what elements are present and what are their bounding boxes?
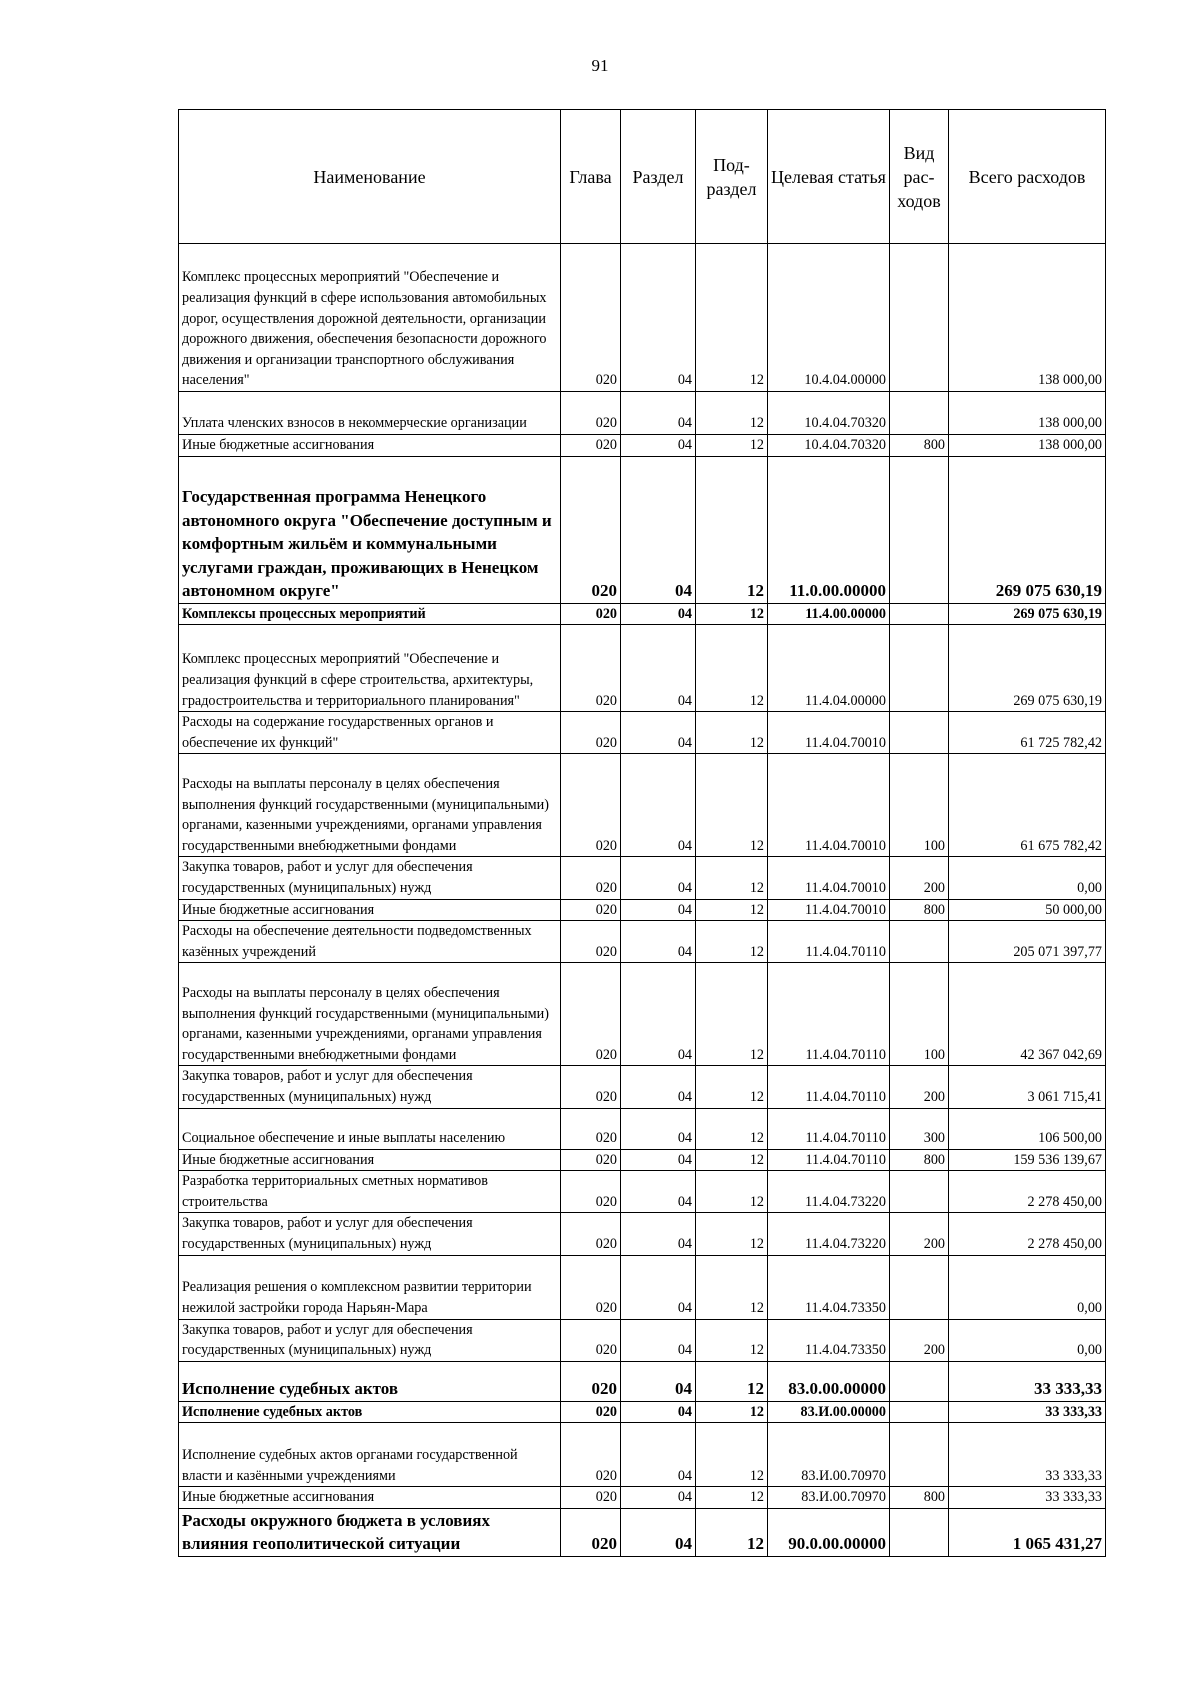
header-total: Всего расходов <box>949 110 1106 244</box>
cell-razdel: 04 <box>621 857 696 899</box>
cell-glava: 020 <box>561 1487 621 1509</box>
header-celevaya: Целевая статья <box>768 110 890 244</box>
cell-name: Иные бюджетные ассигнования <box>179 1487 561 1509</box>
table-row <box>179 1401 1106 1423</box>
cell-glava: 020 <box>561 1401 621 1423</box>
page-number: 91 <box>591 56 609 75</box>
table-row <box>179 712 1106 754</box>
cell-glava: 020 <box>561 1213 621 1255</box>
cell-vid: 100 <box>890 963 949 1066</box>
cell-glava: 020 <box>561 435 621 457</box>
cell-glava: 020 <box>561 857 621 899</box>
cell-total: 3 061 715,41 <box>949 1066 1106 1108</box>
cell-name: Социальное обеспечение и иные выплаты населению <box>179 1108 561 1149</box>
cell-name: Закупка товаров, работ и услуг для обеспечения государственных (муниципальных) нужд <box>179 1213 561 1255</box>
cell-name: Государственная программа Ненецкого автономного округа "Обеспечение доступным и комфортным жильём и коммунальными услугами граждан, проживающих в Ненецком автономном округе" <box>179 456 561 603</box>
cell-celevaya: 90.0.00.00000 <box>768 1508 890 1556</box>
cell-razdel: 04 <box>621 1149 696 1171</box>
cell-glava: 020 <box>561 1423 621 1487</box>
cell-celevaya: 11.4.04.70110 <box>768 1108 890 1149</box>
cell-name: Расходы на содержание государственных органов и обеспечение их функций" <box>179 712 561 754</box>
cell-name: Исполнение судебных актов органами государственной власти и казёнными учреждениями <box>179 1423 561 1487</box>
cell-razdel: 04 <box>621 1423 696 1487</box>
cell-celevaya: 83.0.00.00000 <box>768 1361 890 1401</box>
cell-name: Расходы на выплаты персоналу в целях обеспечения выполнения функций государственными (муниципальными) органами, казенными учреждениями, органами управления государственными внебюджетными фондами <box>179 754 561 857</box>
cell-razdel: 04 <box>621 456 696 603</box>
cell-vid <box>890 712 949 754</box>
table-row <box>179 921 1106 963</box>
cell-podrazdel: 12 <box>696 1508 768 1556</box>
cell-glava: 020 <box>561 712 621 754</box>
cell-vid: 200 <box>890 1066 949 1108</box>
cell-podrazdel: 12 <box>696 244 768 392</box>
table-row <box>179 1487 1106 1509</box>
budget-table <box>178 109 1106 1557</box>
cell-razdel: 04 <box>621 392 696 435</box>
cell-celevaya: 11.4.04.73350 <box>768 1319 890 1361</box>
cell-vid <box>890 625 949 712</box>
cell-glava: 020 <box>561 1108 621 1149</box>
cell-podrazdel: 12 <box>696 1149 768 1171</box>
cell-glava: 020 <box>561 456 621 603</box>
cell-celevaya: 11.4.04.70010 <box>768 712 890 754</box>
cell-celevaya: 11.4.04.70110 <box>768 921 890 963</box>
cell-podrazdel: 12 <box>696 1213 768 1255</box>
cell-total: 61 725 782,42 <box>949 712 1106 754</box>
cell-razdel: 04 <box>621 754 696 857</box>
cell-podrazdel: 12 <box>696 963 768 1066</box>
table-row <box>179 1149 1106 1171</box>
cell-total: 0,00 <box>949 1255 1106 1319</box>
cell-total: 1 065 431,27 <box>949 1508 1106 1556</box>
table-row <box>179 1213 1106 1255</box>
cell-celevaya: 11.0.00.00000 <box>768 456 890 603</box>
cell-celevaya: 11.4.04.70010 <box>768 857 890 899</box>
cell-razdel: 04 <box>621 603 696 625</box>
cell-total: 138 000,00 <box>949 392 1106 435</box>
cell-glava: 020 <box>561 625 621 712</box>
table-row <box>179 1508 1106 1556</box>
cell-glava: 020 <box>561 963 621 1066</box>
cell-razdel: 04 <box>621 244 696 392</box>
table-row <box>179 1255 1106 1319</box>
cell-vid: 200 <box>890 1213 949 1255</box>
cell-celevaya: 11.4.04.73350 <box>768 1255 890 1319</box>
cell-podrazdel: 12 <box>696 1423 768 1487</box>
header-razdel: Раздел <box>621 110 696 244</box>
cell-glava: 020 <box>561 603 621 625</box>
cell-podrazdel: 12 <box>696 1487 768 1509</box>
cell-name: Реализация решения о комплексном развитии территории нежилой застройки города Нарьян-Мара <box>179 1255 561 1319</box>
cell-glava: 020 <box>561 921 621 963</box>
cell-vid <box>890 1401 949 1423</box>
cell-vid <box>890 1171 949 1213</box>
table-row <box>179 754 1106 857</box>
cell-podrazdel: 12 <box>696 712 768 754</box>
cell-total: 269 075 630,19 <box>949 456 1106 603</box>
cell-razdel: 04 <box>621 1066 696 1108</box>
cell-glava: 020 <box>561 1255 621 1319</box>
cell-podrazdel: 12 <box>696 1255 768 1319</box>
cell-name: Комплекс процессных мероприятий "Обеспечение и реализация функций в сфере использования автомобильных дорог, осуществления дорожной деятельности, организации дорожного движения, обеспечения безопасности дорожного движения и организации транспортного обслуживания населения" <box>179 244 561 392</box>
cell-glava: 020 <box>561 754 621 857</box>
cell-name: Комплекс процессных мероприятий "Обеспечение и реализация функций в сфере строительства, архитектуры, градостроительства и территориального планирования" <box>179 625 561 712</box>
cell-glava: 020 <box>561 1508 621 1556</box>
cell-celevaya: 10.4.04.00000 <box>768 244 890 392</box>
cell-glava: 020 <box>561 1066 621 1108</box>
cell-podrazdel: 12 <box>696 1066 768 1108</box>
cell-razdel: 04 <box>621 921 696 963</box>
cell-vid: 800 <box>890 435 949 457</box>
table-row <box>179 392 1106 435</box>
cell-vid: 800 <box>890 1149 949 1171</box>
cell-glava: 020 <box>561 899 621 921</box>
table-row <box>179 1066 1106 1108</box>
cell-vid <box>890 1508 949 1556</box>
header-name: Наименование <box>179 110 561 244</box>
cell-razdel: 04 <box>621 712 696 754</box>
cell-podrazdel: 12 <box>696 899 768 921</box>
cell-podrazdel: 12 <box>696 1171 768 1213</box>
cell-glava: 020 <box>561 1319 621 1361</box>
cell-total: 205 071 397,77 <box>949 921 1106 963</box>
cell-total: 2 278 450,00 <box>949 1171 1106 1213</box>
cell-podrazdel: 12 <box>696 625 768 712</box>
cell-celevaya: 11.4.04.70110 <box>768 1149 890 1171</box>
cell-total: 0,00 <box>949 857 1106 899</box>
cell-total: 61 675 782,42 <box>949 754 1106 857</box>
cell-total: 159 536 139,67 <box>949 1149 1106 1171</box>
cell-total: 50 000,00 <box>949 899 1106 921</box>
cell-podrazdel: 12 <box>696 603 768 625</box>
cell-celevaya: 11.4.04.73220 <box>768 1213 890 1255</box>
cell-total: 2 278 450,00 <box>949 1213 1106 1255</box>
cell-celevaya: 11.4.04.70110 <box>768 1066 890 1108</box>
cell-razdel: 04 <box>621 963 696 1066</box>
cell-vid <box>890 603 949 625</box>
cell-total: 33 333,33 <box>949 1401 1106 1423</box>
cell-vid: 100 <box>890 754 949 857</box>
cell-podrazdel: 12 <box>696 456 768 603</box>
table-row <box>179 963 1106 1066</box>
cell-podrazdel: 12 <box>696 435 768 457</box>
cell-razdel: 04 <box>621 1361 696 1401</box>
cell-glava: 020 <box>561 244 621 392</box>
cell-podrazdel: 12 <box>696 1401 768 1423</box>
cell-total: 0,00 <box>949 1319 1106 1361</box>
cell-razdel: 04 <box>621 1213 696 1255</box>
cell-celevaya: 11.4.04.00000 <box>768 625 890 712</box>
cell-vid: 200 <box>890 857 949 899</box>
header-glava: Глава <box>561 110 621 244</box>
header-podrazdel: Под-раздел <box>696 110 768 244</box>
cell-vid <box>890 1423 949 1487</box>
cell-podrazdel: 12 <box>696 857 768 899</box>
table-row <box>179 899 1106 921</box>
cell-name: Иные бюджетные ассигнования <box>179 435 561 457</box>
cell-celevaya: 11.4.04.70010 <box>768 899 890 921</box>
cell-total: 33 333,33 <box>949 1423 1106 1487</box>
cell-razdel: 04 <box>621 1487 696 1509</box>
cell-name: Расходы окружного бюджета в условиях влияния геополитической ситуации <box>179 1508 561 1556</box>
cell-celevaya: 10.4.04.70320 <box>768 435 890 457</box>
cell-name: Иные бюджетные ассигнования <box>179 899 561 921</box>
cell-celevaya: 11.4.04.70110 <box>768 963 890 1066</box>
cell-total: 106 500,00 <box>949 1108 1106 1149</box>
cell-vid: 800 <box>890 1487 949 1509</box>
cell-name: Закупка товаров, работ и услуг для обеспечения государственных (муниципальных) нужд <box>179 857 561 899</box>
cell-name: Расходы на выплаты персоналу в целях обеспечения выполнения функций государственными (муниципальными) органами, казенными учреждениями, органами управления государственными внебюджетными фондами <box>179 963 561 1066</box>
header-vid: Вид рас-ходов <box>890 110 949 244</box>
cell-celevaya: 83.И.00.00000 <box>768 1401 890 1423</box>
table-row <box>179 1108 1106 1149</box>
cell-podrazdel: 12 <box>696 392 768 435</box>
table-row <box>179 1423 1106 1487</box>
cell-razdel: 04 <box>621 1401 696 1423</box>
cell-name: Закупка товаров, работ и услуг для обеспечения государственных (муниципальных) нужд <box>179 1066 561 1108</box>
cell-glava: 020 <box>561 1171 621 1213</box>
cell-razdel: 04 <box>621 435 696 457</box>
table-row <box>179 1361 1106 1401</box>
cell-total: 269 075 630,19 <box>949 625 1106 712</box>
cell-podrazdel: 12 <box>696 1319 768 1361</box>
cell-celevaya: 83.И.00.70970 <box>768 1423 890 1487</box>
cell-vid <box>890 921 949 963</box>
table-row <box>179 857 1106 899</box>
cell-vid: 300 <box>890 1108 949 1149</box>
cell-total: 42 367 042,69 <box>949 963 1106 1066</box>
cell-vid <box>890 456 949 603</box>
cell-total: 269 075 630,19 <box>949 603 1106 625</box>
cell-total: 33 333,33 <box>949 1361 1106 1401</box>
cell-celevaya: 11.4.04.73220 <box>768 1171 890 1213</box>
cell-razdel: 04 <box>621 899 696 921</box>
cell-vid <box>890 1255 949 1319</box>
cell-name: Комплексы процессных мероприятий <box>179 603 561 625</box>
cell-name: Иные бюджетные ассигнования <box>179 1149 561 1171</box>
cell-celevaya: 10.4.04.70320 <box>768 392 890 435</box>
cell-razdel: 04 <box>621 1108 696 1149</box>
cell-podrazdel: 12 <box>696 1361 768 1401</box>
cell-celevaya: 11.4.04.70010 <box>768 754 890 857</box>
cell-name: Разработка территориальных сметных нормативов строительства <box>179 1171 561 1213</box>
table-body <box>179 244 1106 1557</box>
table-row <box>179 1319 1106 1361</box>
cell-vid: 200 <box>890 1319 949 1361</box>
cell-total: 138 000,00 <box>949 435 1106 457</box>
cell-vid <box>890 1361 949 1401</box>
table-row <box>179 625 1106 712</box>
table-header-row <box>179 110 1106 244</box>
table-row <box>179 456 1106 603</box>
cell-name: Исполнение судебных актов <box>179 1361 561 1401</box>
cell-razdel: 04 <box>621 625 696 712</box>
cell-vid <box>890 244 949 392</box>
table-row <box>179 1171 1106 1213</box>
cell-razdel: 04 <box>621 1171 696 1213</box>
table-row <box>179 435 1106 457</box>
cell-celevaya: 11.4.00.00000 <box>768 603 890 625</box>
cell-podrazdel: 12 <box>696 754 768 857</box>
cell-razdel: 04 <box>621 1319 696 1361</box>
cell-podrazdel: 12 <box>696 921 768 963</box>
cell-vid <box>890 392 949 435</box>
cell-podrazdel: 12 <box>696 1108 768 1149</box>
cell-razdel: 04 <box>621 1508 696 1556</box>
cell-name: Закупка товаров, работ и услуг для обеспечения государственных (муниципальных) нужд <box>179 1319 561 1361</box>
cell-glava: 020 <box>561 392 621 435</box>
cell-name: Расходы на обеспечение деятельности подведомственных казённых учреждений <box>179 921 561 963</box>
table-row <box>179 603 1106 625</box>
cell-total: 138 000,00 <box>949 244 1106 392</box>
cell-name: Уплата членских взносов в некоммерческие организации <box>179 392 561 435</box>
cell-total: 33 333,33 <box>949 1487 1106 1509</box>
cell-name: Исполнение судебных актов <box>179 1401 561 1423</box>
cell-glava: 020 <box>561 1149 621 1171</box>
cell-vid: 800 <box>890 899 949 921</box>
cell-celevaya: 83.И.00.70970 <box>768 1487 890 1509</box>
cell-razdel: 04 <box>621 1255 696 1319</box>
table-row <box>179 244 1106 392</box>
cell-glava: 020 <box>561 1361 621 1401</box>
